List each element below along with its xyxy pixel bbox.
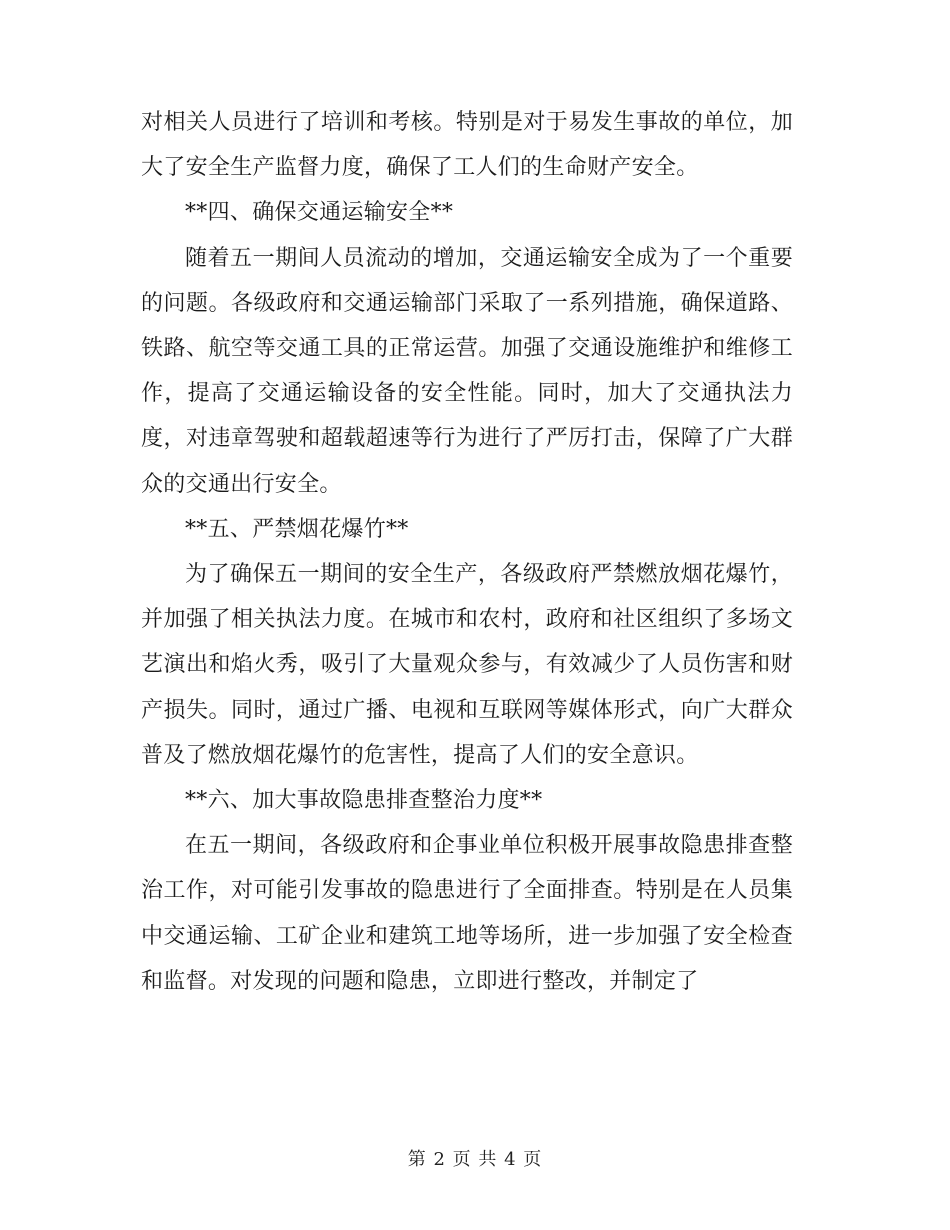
heading-section-6: **六、加大事故隐患排查整治力度** — [185, 788, 543, 814]
paragraph-hazard-inspection: 在五一期间，各级政府和企事业单位积极开展事故隐患排查整治工作，对可能引发事故的隐患进行了全面排查。特别是在人员集中交通运输、工矿企业和建筑工地等场所，进一步加强了安全检查和监督。对发现的问题和隐患，立即进行整改，并制定了 — [141, 833, 793, 994]
heading-section-4: **四、确保交通运输安全** — [185, 200, 454, 226]
heading-section-5: **五、严禁烟花爆竹** — [185, 516, 409, 542]
paragraph-training-continuation: 对相关人员进行了培训和考核。特别是对于易发生事故的单位，加大了安全生产监督力度，确保了工人们的生命财产安全。 — [141, 110, 793, 181]
page-number-footer: 第 2 页 共 4 页 — [407, 1149, 543, 1170]
document-body — [141, 100, 793, 1004]
paragraph-traffic-safety: 随着五一期间人员流动的增加，交通运输安全成为了一个重要的问题。各级政府和交通运输部门采取了一系列措施，确保道路、铁路、航空等交通工具的正常运营。加强了交通设施维护和维修工作，提高了交通运输设备的安全性能。同时，加大了交通执法力度，对违章驾驶和超载超速等行为进行了严厉打击，保障了广大群众的交通出行安全。 — [141, 245, 793, 497]
paragraph-fireworks-ban: 为了确保五一期间的安全生产，各级政府严禁燃放烟花爆竹，并加强了相关执法力度。在城市和农村，政府和社区组织了多场文艺演出和焰火秀，吸引了大量观众参与，有效减少了人员伤害和财产损失。同时，通过广播、电视和互联网等媒体形式，向广大群众普及了燃放烟花爆竹的危害性，提高了人们的安全意识。 — [141, 562, 793, 768]
